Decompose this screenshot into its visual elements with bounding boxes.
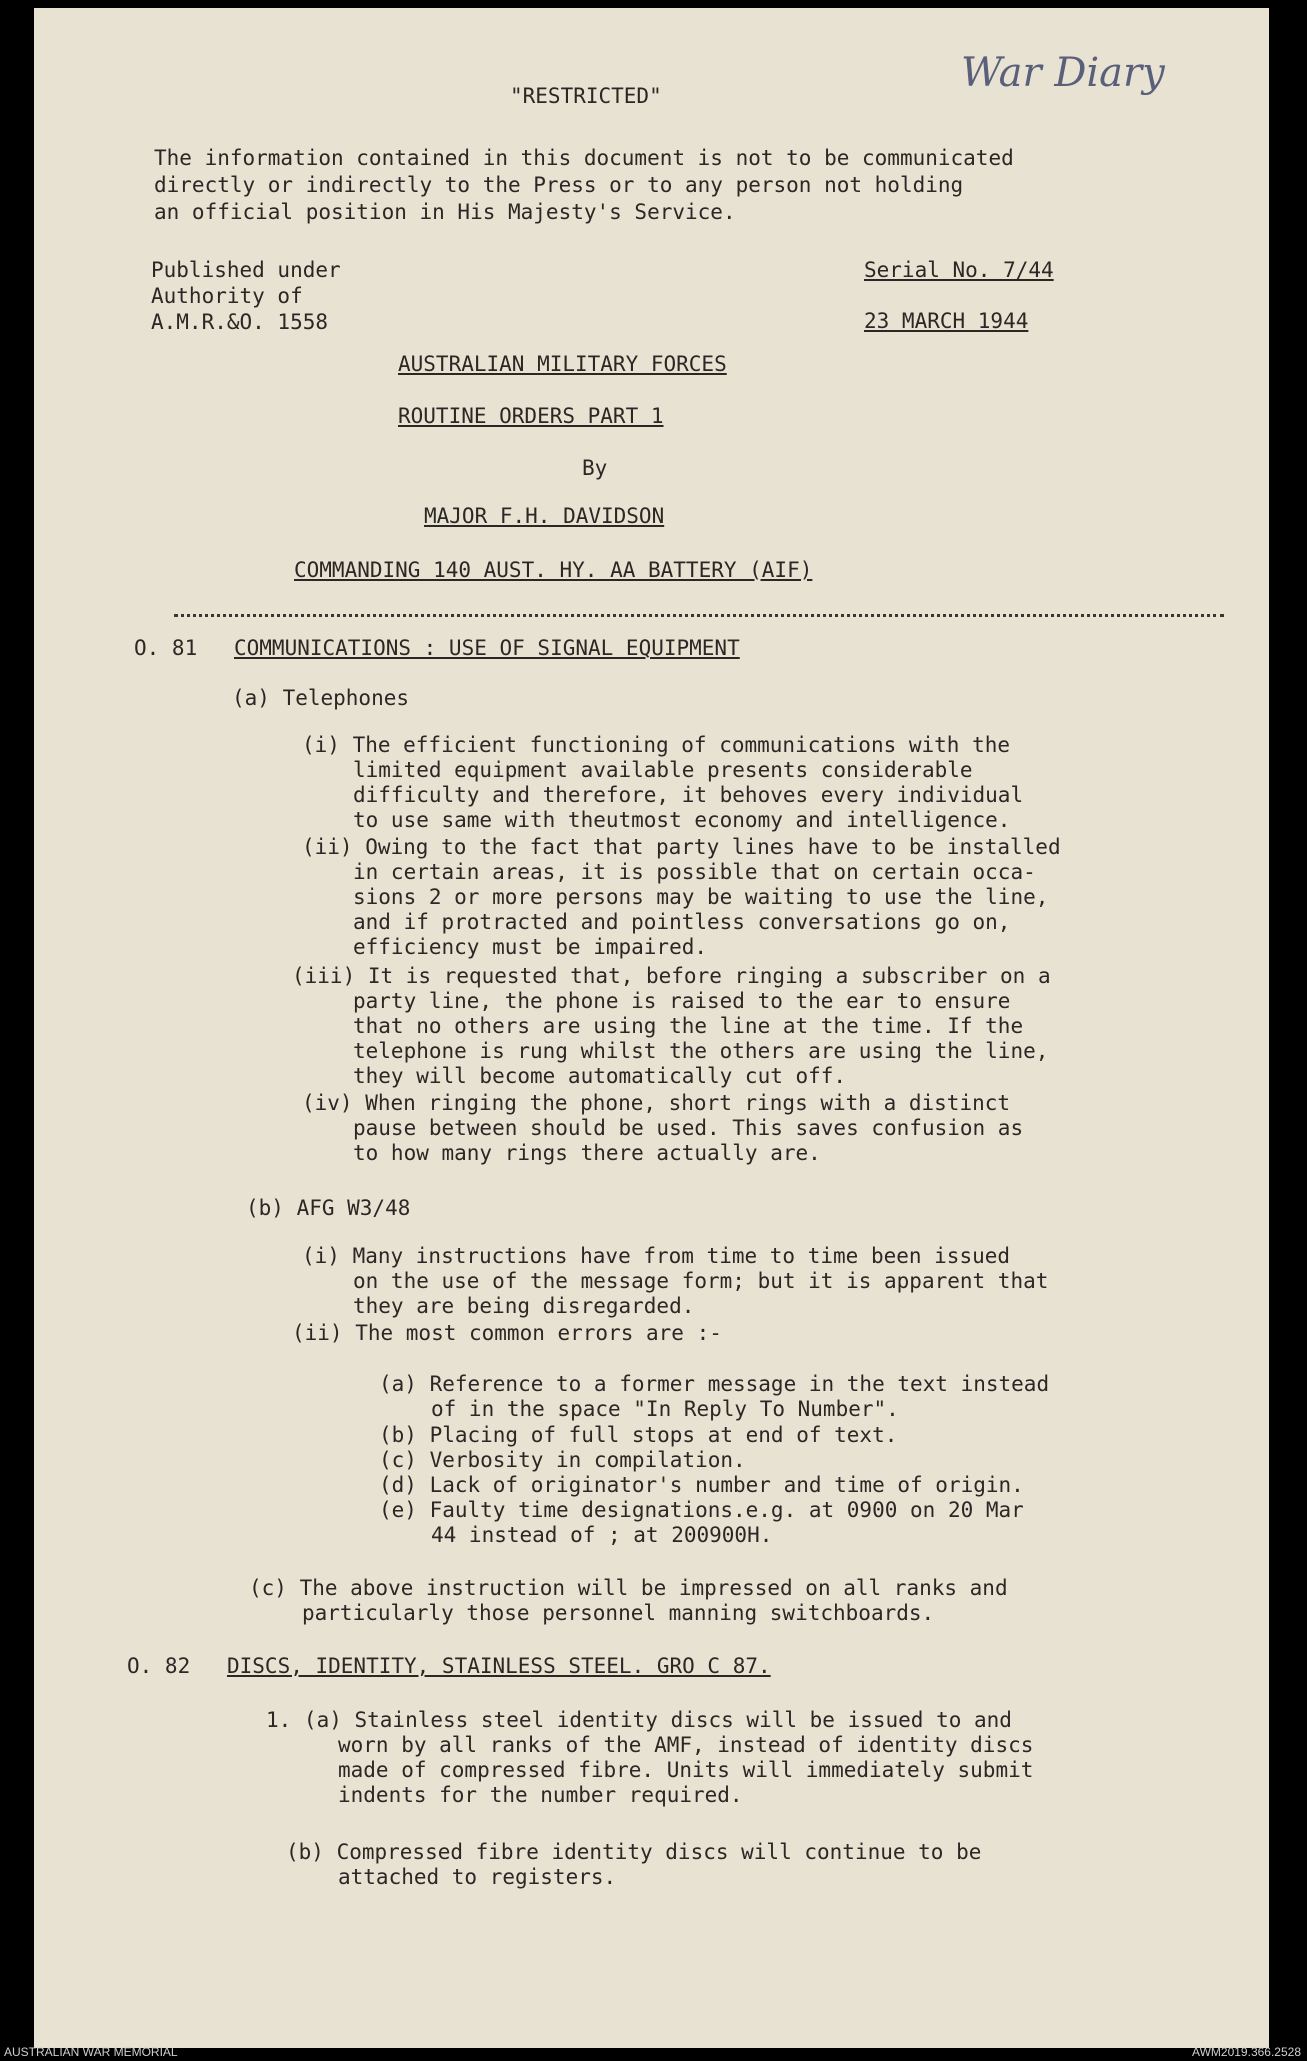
- telephones-line: (iii) It is requested that, before ringing a subscriber on a: [292, 964, 1051, 988]
- telephones-line: (iv) When ringing the phone, short rings with a distinct: [302, 1091, 1011, 1115]
- afg-line: (i) Many instructions have from time to time been issued: [302, 1244, 1011, 1268]
- handwritten-note: War Diary: [961, 50, 1165, 96]
- telephones-line: telephone is rung whilst the others are using the line,: [353, 1039, 1049, 1063]
- notice-line-2: directly or indirectly to the Press or to any person not holding: [154, 173, 964, 197]
- section-82-title: DISCS, IDENTITY, STAINLESS STEEL. GRO C 87.: [227, 1654, 771, 1678]
- divider: [174, 614, 1224, 617]
- error-item: (a) Reference to a former message in the text instead: [379, 1372, 1050, 1396]
- notice-line-1: The information contained in this document is not to be communicated: [154, 146, 1014, 170]
- serial-number: Serial No. 7/44: [864, 258, 1054, 282]
- subsection-b-title: (b) AFG W3/48: [246, 1196, 411, 1220]
- by-label: By: [582, 456, 608, 480]
- error-item: (e) Faulty time designations.e.g. at 0900 on 20 Mar: [379, 1498, 1024, 1522]
- section-82-number: O. 82: [127, 1654, 191, 1678]
- discs-line: attached to registers.: [338, 1865, 617, 1889]
- error-item: of in the space "In Reply To Number".: [431, 1397, 899, 1421]
- section-81-number: O. 81: [134, 636, 198, 660]
- forces-heading: AUSTRALIAN MILITARY FORCES: [398, 352, 727, 376]
- error-item: (c) Verbosity in compilation.: [379, 1448, 746, 1472]
- footer-institution: AUSTRALIAN WAR MEMORIAL: [4, 2045, 178, 2059]
- footer-reference: AWM2019.366.2528: [1192, 2045, 1301, 2059]
- published-line-1: Published under: [151, 258, 341, 282]
- telephones-line: difficulty and therefore, it behoves every individual: [353, 783, 1024, 807]
- telephones-line: (i) The efficient functioning of communications with the: [302, 733, 1011, 757]
- order-date: 23 MARCH 1944: [864, 309, 1029, 333]
- error-item: (b) Placing of full stops at end of text.: [379, 1423, 898, 1447]
- discs-line: (b) Compressed fibre identity discs will continue to be: [286, 1840, 982, 1864]
- telephones-line: limited equipment available presents considerable: [353, 758, 973, 782]
- telephones-line: party line, the phone is raised to the ear to ensure: [353, 989, 1011, 1013]
- telephones-line: in certain areas, it is possible that on certain occa-: [353, 860, 1036, 884]
- restricted-heading: "RESTRICTED": [510, 84, 662, 108]
- afg-line: they are being disregarded.: [353, 1294, 695, 1318]
- notice-line-3: an official position in His Majesty's Service.: [154, 200, 736, 224]
- discs-line: 1. (a) Stainless steel identity discs will be issued to and: [266, 1708, 1012, 1732]
- major-name: MAJOR F.H. DAVIDSON: [424, 504, 665, 528]
- discs-line: indents for the number required.: [338, 1783, 743, 1807]
- telephones-line: pause between should be used. This saves confusion as: [353, 1116, 1024, 1140]
- commanding-line: COMMANDING 140 AUST. HY. AA BATTERY (AIF): [294, 558, 813, 582]
- instruction-line: particularly those personnel manning switchboards.: [302, 1601, 935, 1625]
- telephones-line: they will become automatically cut off.: [353, 1064, 847, 1088]
- discs-line: worn by all ranks of the AMF, instead of identity discs: [338, 1733, 1034, 1757]
- afg-line: on the use of the message form; but it is apparent that: [353, 1269, 1049, 1293]
- telephones-line: efficiency must be impaired.: [353, 935, 708, 959]
- telephones-line: sions 2 or more persons may be waiting to use the line,: [353, 885, 1049, 909]
- published-line-2: Authority of: [151, 284, 303, 308]
- instruction-line: (c) The above instruction will be impressed on all ranks and: [249, 1576, 1008, 1600]
- afg-line: (ii) The most common errors are :-: [292, 1321, 722, 1345]
- published-line-3: A.M.R.&O. 1558: [151, 310, 329, 334]
- error-item: 44 instead of ; at 200900H.: [431, 1523, 773, 1547]
- section-81-title: COMMUNICATIONS : USE OF SIGNAL EQUIPMENT: [234, 636, 740, 660]
- telephones-line: to how many rings there actually are.: [353, 1141, 821, 1165]
- telephones-line: that no others are using the line at the time. If the: [353, 1014, 1024, 1038]
- error-item: (d) Lack of originator's number and time of origin.: [379, 1473, 1024, 1497]
- orders-heading: ROUTINE ORDERS PART 1: [398, 404, 664, 428]
- telephones-line: and if protracted and pointless conversations go on,: [353, 910, 1011, 934]
- document-page: [34, 8, 1269, 2048]
- discs-line: made of compressed fibre. Units will immediately submit: [338, 1758, 1034, 1782]
- subsection-a-title: (a) Telephones: [232, 686, 410, 710]
- telephones-line: to use same with theutmost economy and intelligence.: [353, 808, 1011, 832]
- telephones-line: (ii) Owing to the fact that party lines have to be installed: [302, 835, 1061, 859]
